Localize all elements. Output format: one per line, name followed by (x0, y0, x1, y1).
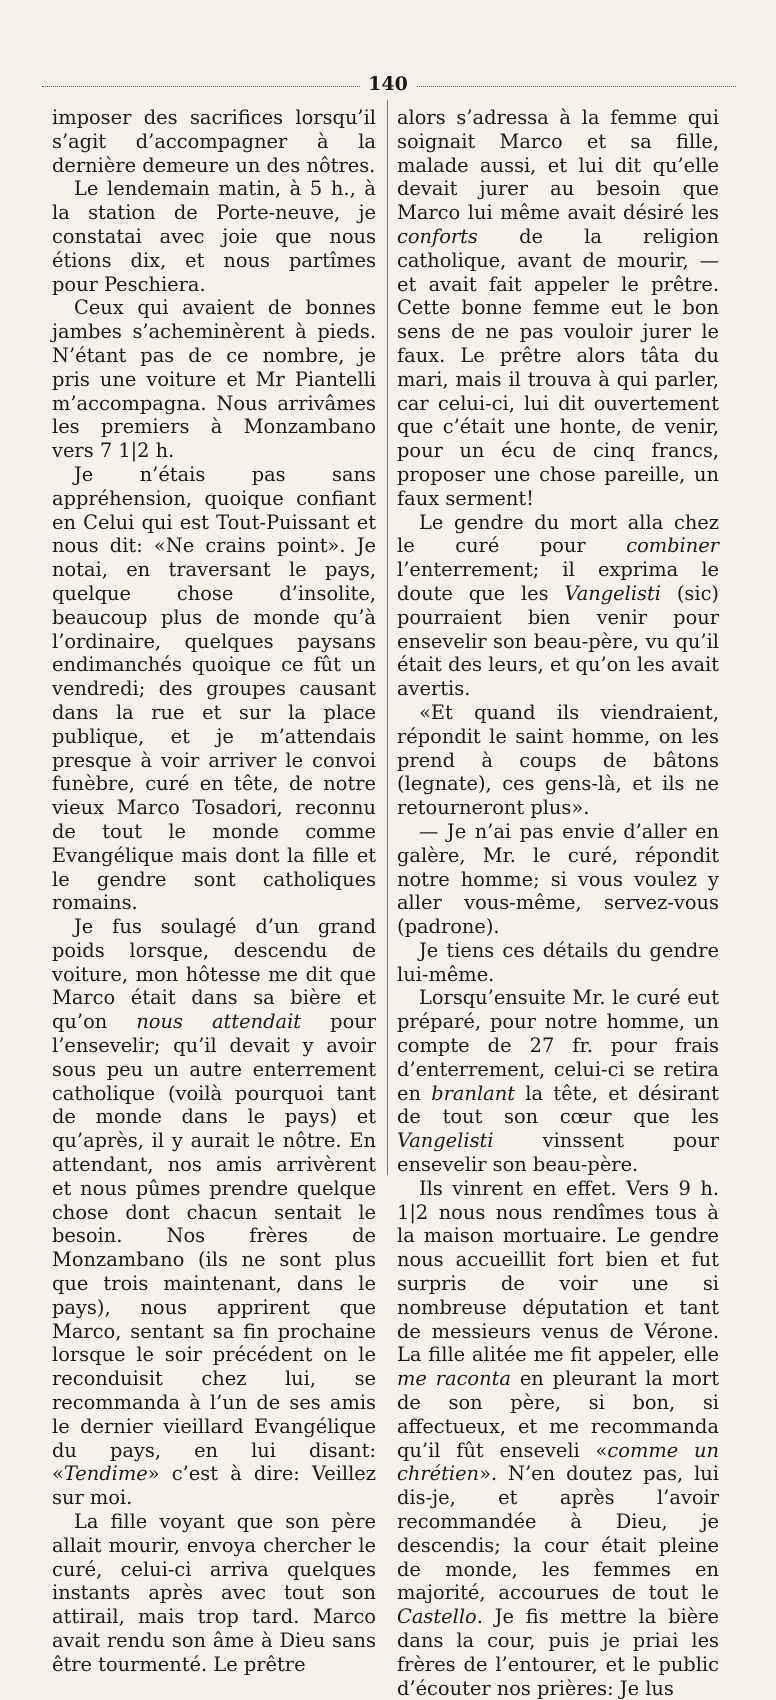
italic-text: combiner (626, 534, 719, 558)
italic-text: Castello (397, 1605, 477, 1629)
left-text-column (52, 106, 376, 1677)
italic-text: comme un chrétien (397, 1438, 719, 1486)
text-run: Lorsqu’ensuite Mr. le curé eut préparé, pour notre homme, un compte de 27 fr. pour frais d’enterrement, celui-ci se retira en (397, 986, 719, 1105)
italic-text: conforts (397, 224, 478, 248)
text-run: (sic) pourraient bien venir pour ensevelir son beau-père, vu qu’il était des leurs, et qu’on les avait avertis. (397, 581, 719, 701)
text-run: . Je fis mettre la bière dans la cour, puis je priai les frères de l’entourer, et le public d’écouter nos prières: Je lus (397, 1605, 719, 1700)
paragraph (52, 463, 376, 915)
paragraph (52, 296, 376, 463)
text-run: » c’est à dire: Veillez sur moi. (52, 1462, 376, 1510)
text-run: — Je n’ai pas envie d’aller en galère, Mr. le curé, répondit notre homme; si vous voulez y aller vous-même, servez-vous (padrone). (397, 819, 719, 939)
text-run: Je fus soulagé d’un grand poids lorsque, descendu de voiture, mon hôtesse me dit que Marco était dans sa bière et qu’on (52, 915, 376, 1034)
text-run: pour l’ensevelir; qu’il devait y avoir sous peu un autre enterrement catholique (voilà pourquoi tant de monde dans le pays) et qu’après, il y aurait le nôtre. En attendant, nos amis arrivèrent et nous pûmes prendre quelque chose dont chacun sentait le besoin. Nos frères de Monzambano (ils ne sont plus que trois maintenant, dans le pays), nous apprirent que Marco, sentant sa fin prochaine lorsque le soir précédent on le reconduisit chez lui, se recommanda à l’un de ses amis le dernier vieillard Evangélique du pays, en lui disant: « (52, 1010, 376, 1486)
paragraph (397, 820, 719, 939)
text-run: Le gendre du mort alla chez le curé pour (397, 510, 719, 558)
paragraph (397, 511, 719, 701)
right-text-column (397, 106, 719, 1700)
italic-text: Tendime (63, 1462, 148, 1486)
paragraph (397, 701, 719, 820)
text-run: en pleurant la mort de son père, si bon, si affectueux, et me recommanda qu’il fût enseveli « (397, 1367, 719, 1462)
text-run: Ils vinrent en effet. Vers 9 h. 1|2 nous nous rendîmes tous à la maison mortuaire. Le gendre nous accueillit fort bien et fut surpris de voir une si nombreuse députation et tant de messieurs venus de Vérone. La fille alitée me fit appeler, elle (397, 1176, 719, 1367)
paragraph (397, 986, 719, 1176)
text-run: La fille voyant que son père allait mourir, envoya chercher le curé, celui-ci arriva quelques instants après avec tout son attirail, mais trop tard. Marco avait rendu son âme à Dieu sans être tourmenté. Le prêtre (52, 1510, 376, 1676)
italic-text: Vangelisti (564, 581, 661, 605)
text-run: la tête, et désirant de tout son cœur que les (397, 1081, 719, 1129)
italic-text: nous attendait (136, 1010, 302, 1034)
text-run: de la religion catholique, avant de mourir, — et avait fait appeler le prêtre. Cette bonne femme eut le bon sens de ne pas vouloir jurer le faux. Le prêtre alors tâta du mari, mais il trouva à qui parler, car celui-ci, lui dit ouvertement que c’était une honte, de venir, pour un écu de cinq francs, proposer une chose pareille, un faux serment! (397, 224, 719, 510)
italic-text: me raconta (397, 1367, 511, 1391)
page-number: 140 (360, 72, 416, 96)
paragraph (52, 1510, 376, 1677)
paragraph (397, 106, 719, 511)
column-divider (387, 100, 388, 1175)
paragraph (397, 939, 719, 987)
italic-text: branlant (431, 1081, 516, 1105)
paragraph (52, 915, 376, 1510)
text-run: «Et quand ils viendraient, répondit le saint homme, on les prend à coups de bâtons (legnate), ces gens-là, et ils ne retourneront plus». (397, 700, 719, 820)
text-run: Le lendemain matin, à 5 h., à la station de Porte-neuve, je constatai avec joie que nous étions dix, et nous partîmes pour Peschiera. (52, 177, 376, 296)
text-run: Ceux qui avaient de bonnes jambes s’acheminèrent à pieds. N’étant pas de ce nombre, je pris une voiture et Mr Piantelli m’accompagna. Nous arrivâmes les premiers à Monzambano vers 7 1|2 h. (52, 296, 376, 463)
text-run: Je tiens ces détails du gendre lui-même. (397, 938, 719, 986)
text-run: vinssent pour ensevelir son beau-père. (397, 1129, 719, 1177)
text-run: Je n’étais pas sans appréhension, quoique confiant en Celui qui est Tout-Puissant et nous dit: «Ne crains point». Je notai, en traversant le pays, quelque chose d’insolite, beaucoup plus de monde qu’à l’ordinaire, quelques paysans endimanchés quoique ce fût un vendredi; des groupes causant dans la rue et sur la place publique, et je m’attendais presque à voir arriver le convoi funèbre, curé en tête, de notre vieux Marco Tosadori, reconnu de tout le monde comme Evangélique mais dont la fille et le gendre sont catholiques romains. (52, 462, 376, 915)
paragraph (52, 177, 376, 296)
paragraph (52, 106, 376, 177)
text-run: l’enterrement; il exprima le doute que les (397, 558, 719, 605)
text-run: alors s’adressa à la femme qui soignait Marco et sa fille, malade aussi, et lui dit qu’elle devait jurer au besoin que Marco lui même avait désiré les (397, 106, 719, 225)
text-run: imposer des sacrifices lorsqu’il s’agit d’accompagner à la dernière demeure un des nôtres. (52, 106, 376, 177)
italic-text: Vangelisti (397, 1129, 494, 1153)
paragraph (397, 1177, 719, 1700)
text-run: ». N’en doutez pas, lui dis-je, et après l’avoir recommandée à Dieu, je descendis; la cour était pleine de monde, les femmes en majorité, accourues de tout le (397, 1462, 719, 1605)
